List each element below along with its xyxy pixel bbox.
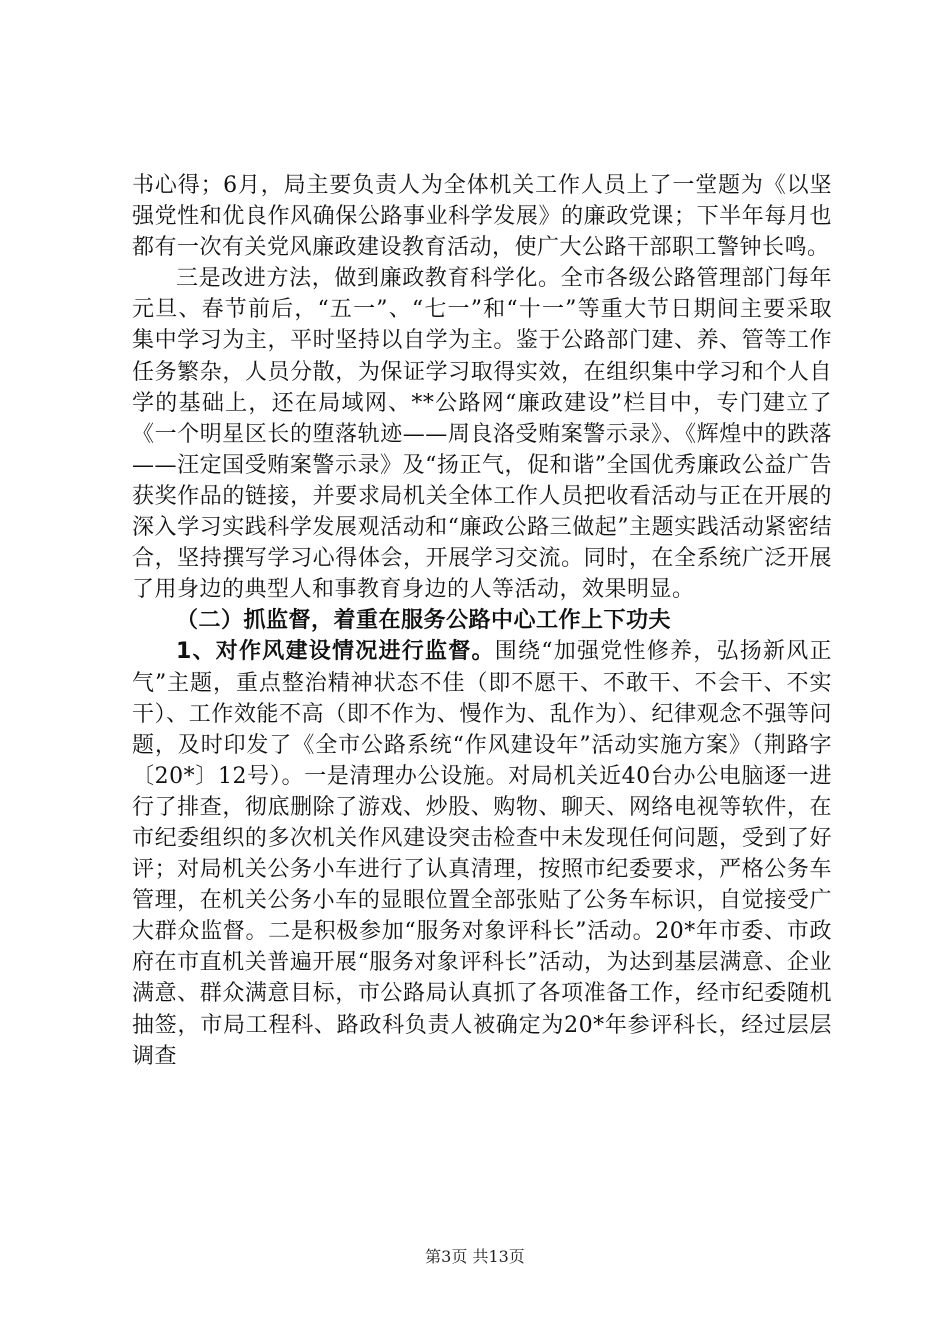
paragraph-lead: 1、对作风建设情况进行监督。 — [176, 639, 495, 665]
paragraph-continuation: 书心得；6月，局主要负责人为全体机关工作人员上了一堂题为《以坚强党性和优良作风确保公路事业科学发展》的廉政党课；下半年每月也都有一次有关党风廉政建设教育活动，使广大公路干部职工警钟长鸣。 — [132, 173, 832, 261]
paragraph-methods: 三是改进方法，做到廉政教育科学化。全市各级公路管理部门每年元旦、春节前后，“五一”、“七一”和“十一”等重大节日期间主要采取集中学习为主，平时坚持以自学为主。鉴于公路部门建、养、管等工作任务繁杂，人员分散，为保证学习取得实效，在组织集中学习和个人自学的基础上，还在局域网、**公路网“廉政建设”栏目中，专门建立了《一个明星区长的堕落轨迹——周良洛受贿案警示录》、《辉煌中的跌落——汪定国受贿案警示录》及“扬正气，促和谐”全国优秀廉政公益广告获奖作品的链接，并要求局机关全体工作人员把收看活动与正在开展的深入学习实践科学发展观活动和“廉政公路三做起”主题实践活动紧密结合，坚持撰写学习心得体会，开展学习交流。同时，在全系统广泛开展了用身边的典型人和事教育身边的人等活动，效果明显。 — [132, 266, 832, 603]
document-body — [132, 170, 832, 1072]
page-number: 第3页 共13页 — [425, 1247, 525, 1266]
paragraph-body: 围绕“加强党性修养，弘扬新风正气”主题，重点整治精神状态不佳（即不愿干、不敢干、不会干、不实干）、工作效能不高（即不作为、慢作为、乱作为）、纪律观念不强等问题，及时印发了《全市公路系统“作风建设年”活动实施方案》（荆路字〔20*〕12号）。一是清理办公设施。对局机关近40台办公电脑逐一进行了排查，彻底删除了游戏、炒股、购物、聊天、网络电视等软件，在市纪委组织的多次机关作风建设突击检查中未发现任何问题，受到了好评；对局机关公务小车进行了认真清理，按照市纪委要求，严格公务车管理，在机关公务小车的显眼位置全部张贴了公务车标识，自觉接受广大群众监督。二是积极参加“服务对象评科长”活动。20*年市委、市政府在市直机关普遍开展“服务对象评科长”活动，为达到基层满意、企业满意、群众满意目标，市公路局认真抓了各项准备工作，经市纪委随机抽签，市局工程科、路政科负责人被确定为20*年参评科长，经过层层调查 — [132, 639, 832, 1069]
section-heading: （二）抓监督，着重在服务公路中心工作上下功夫 — [176, 608, 672, 634]
paragraph-supervision — [132, 636, 832, 1071]
